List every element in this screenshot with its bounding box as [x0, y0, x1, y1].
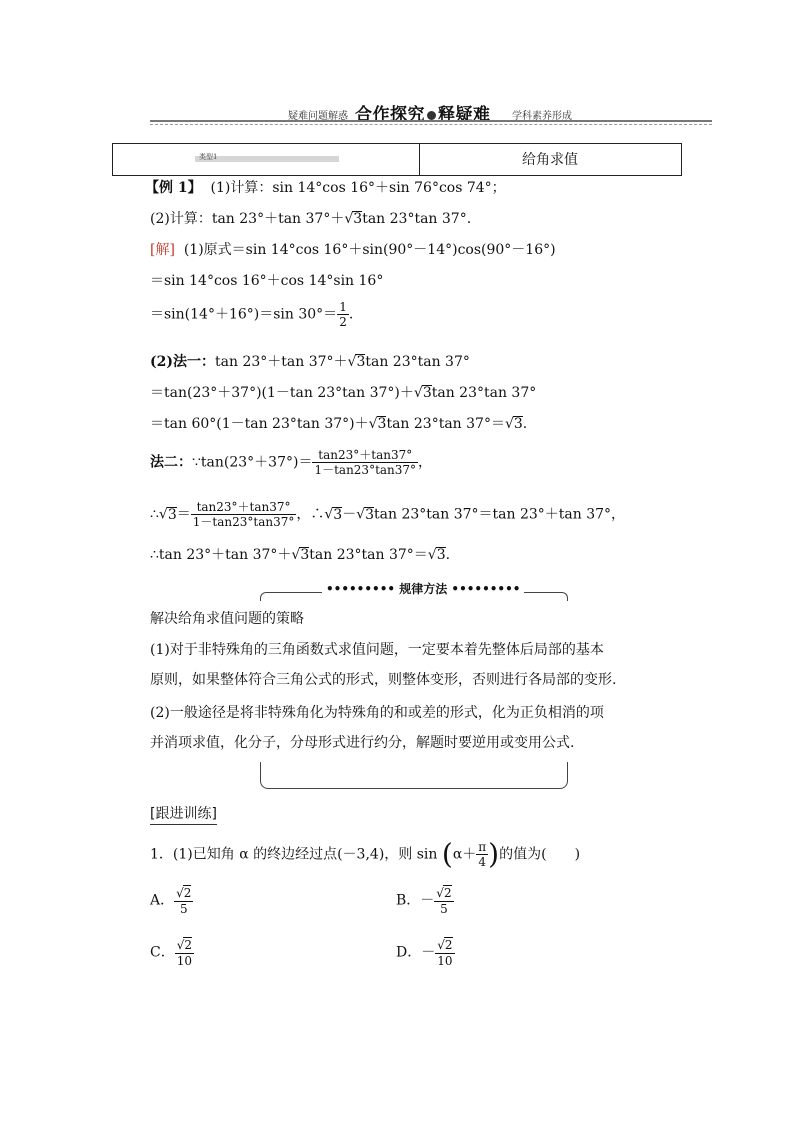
- fraction-tan-sum: [312, 448, 418, 477]
- header-title-b: 释疑难: [438, 105, 491, 125]
- option-a-label: A．: [150, 892, 175, 909]
- option-a[interactable]: [150, 885, 193, 916]
- sqrt-icon: √: [291, 547, 301, 563]
- sqrt-value: 3: [365, 506, 375, 523]
- sqrt-icon: √: [356, 506, 366, 523]
- sqrt-value: 3: [377, 416, 387, 432]
- method2-label: 法二：: [150, 454, 192, 471]
- q1-text-a: 1．(1)已知角 α 的终边经过点(－3,4)，则 sin: [150, 846, 438, 863]
- sqrt-icon: √: [368, 416, 378, 432]
- left-paren-icon: (: [441, 837, 453, 871]
- method-label-text: 规律方法: [399, 582, 448, 596]
- method1-line-2: [150, 383, 536, 403]
- m2-l2-b: ＝: [176, 506, 191, 523]
- example-q2-suffix: tan 23°tan 37°.: [362, 211, 472, 227]
- m2-l3-b: tan 23°tan 37°＝: [309, 547, 428, 563]
- option-b[interactable]: [396, 885, 454, 916]
- fraction-option-b: [434, 885, 453, 916]
- sqrt-value: 3: [353, 211, 363, 227]
- page-header: [150, 100, 712, 126]
- frac-den: 10: [176, 954, 192, 968]
- solution-1-l1: (1)原式＝sin 14°cos 16°＋sin(90°－14°)cos(90°－16°): [183, 242, 556, 258]
- sqrt-icon: √: [413, 385, 423, 401]
- method-p1b: 原则，如果整体符合三角公式的形式，则整体变形，否则进行各局部的变形.: [150, 672, 617, 688]
- frac-den: 2: [339, 315, 347, 329]
- frac-den: 5: [179, 902, 188, 916]
- method-p2: (2)一般途径是将非特殊角化为特殊角的和或差的形式，化为正负相消的项: [150, 705, 604, 721]
- header-right-text: 学科素养形成: [512, 111, 572, 122]
- method-box-top: [260, 582, 566, 600]
- sqrt-value: 3: [513, 416, 523, 432]
- fraction-tan-sum: [191, 500, 297, 529]
- m1-l2-a: ＝tan(23°＋37°)(1－tan 23°tan 37°)＋: [150, 385, 414, 401]
- example-line-1: [145, 178, 506, 198]
- sqrt-icon: √: [504, 416, 514, 432]
- method-label: ••••••••• 规律方法 •••••••••: [322, 580, 524, 597]
- sqrt-value: 3: [167, 506, 177, 523]
- header-rule: [150, 120, 712, 122]
- sqrt-value: 3: [300, 547, 310, 563]
- m1-l1-b: tan 23°tan 37°: [365, 354, 470, 370]
- method-p1: (1)对于非特殊角的三角函数式求值问题，一定要本着先整体后局部的基本: [150, 642, 604, 658]
- method2-line-1: 法二：∵tan(23°＋37°)＝ $\frac{\tan 23^\circ+\tan 37^\circ}{1-\tan 23^\circ\tan 37^\circ}$ ，: [150, 448, 433, 477]
- right-paren-icon: ): [488, 837, 500, 871]
- fraction-option-d: [435, 937, 454, 968]
- sqrt-value: 2: [184, 938, 193, 952]
- sqrt-icon: √: [158, 506, 168, 523]
- sqrt-icon: √: [344, 211, 354, 227]
- m2-l1-a: ∵tan(23°＋37°)＝: [192, 454, 313, 471]
- m2-l3-a: ∴tan 23°＋tan 37°＋: [150, 547, 292, 563]
- frac-num: [175, 937, 194, 954]
- frac-num: tan23°＋tan37°: [312, 448, 418, 463]
- frac-num: 1: [339, 300, 347, 314]
- solution-line-3: ＝sin(14°＋16°)＝sin 30°＝ $\frac{1}{2}$ .: [150, 300, 354, 329]
- option-d-label: D．－: [396, 944, 436, 961]
- m2-l2-d: －: [342, 506, 357, 523]
- method1-line-1: [150, 352, 470, 372]
- solution-line-1: [150, 240, 556, 260]
- solution-line-2: ＝sin 14°cos 16°＋cos 14°sin 16°: [150, 273, 384, 289]
- frac-den: 10: [437, 954, 453, 968]
- method1-label: (2)法一：: [150, 354, 215, 370]
- frac-num: [435, 937, 454, 954]
- example-q1: (1)计算：sin 14°cos 16°＋sin 76°cos 74°；: [210, 180, 506, 196]
- method-title: 解决给角求值问题的策略: [150, 611, 304, 627]
- m1-l1-a: tan 23°＋tan 37°＋: [215, 354, 348, 370]
- sqrt-value: 3: [356, 354, 366, 370]
- example-q2-prefix: (2)计算：tan 23°＋tan 37°＋: [150, 211, 345, 227]
- sqrt-value: 2: [183, 886, 192, 900]
- sqrt-icon: √: [347, 354, 357, 370]
- frac-num: tan23°＋tan37°: [191, 500, 297, 515]
- fraction-option-c: [175, 937, 194, 968]
- type-box: [112, 143, 682, 176]
- sqrt-value: 3: [422, 385, 432, 401]
- follow-up-label: [跟进训练]: [150, 803, 217, 825]
- sqrt-icon: √: [436, 886, 444, 900]
- method2-line-2: [150, 500, 625, 529]
- sqrt-icon: √: [176, 938, 185, 952]
- sqrt-icon: √: [176, 886, 184, 900]
- method2-line-3: ∴tan 23°＋tan 37°＋√3tan 23°tan 37°＝√3.: [150, 547, 451, 563]
- solution-tag: [解]: [150, 242, 175, 258]
- m1-l3-a: ＝tan 60°(1－tan 23°tan 37°)＋: [150, 416, 369, 432]
- option-c[interactable]: [150, 937, 194, 968]
- sqrt-value: 3: [436, 547, 446, 563]
- type-tag-label: 类型1: [199, 153, 218, 161]
- method-box-bottom: [260, 762, 568, 789]
- frac-num: [434, 885, 453, 902]
- fraction-option-a: [174, 885, 193, 916]
- sqrt-value: 2: [444, 938, 453, 952]
- bullet-icon: [427, 111, 436, 120]
- m2-l2-e: tan 23°tan 37°＝tan 23°＋tan 37°，: [374, 506, 626, 523]
- example-line-2: [150, 209, 471, 229]
- sqrt-icon: √: [437, 938, 445, 952]
- example-label: 【例 1】: [145, 180, 202, 196]
- solution-1-l3-prefix: ＝sin(14°＋16°)＝sin 30°＝: [150, 306, 338, 323]
- sqrt-value: 3: [333, 506, 343, 523]
- q1-text-b: 的值为( ): [499, 846, 581, 863]
- method-p2b: 并消项求值，化分子，分母形式进行约分，解题时要逆用或变用公式.: [150, 735, 575, 751]
- option-b-label: B．－: [396, 892, 435, 909]
- header-title-a: 合作探究: [355, 105, 425, 125]
- frac-den: 5: [440, 902, 448, 916]
- m2-l2-a: ∴: [150, 506, 159, 523]
- sqrt-icon: √: [427, 547, 437, 563]
- frac-num: [174, 885, 193, 902]
- sqrt-icon: √: [324, 506, 334, 523]
- frac-den: 1－tan23°tan37°: [314, 463, 417, 477]
- frac-den: 1－tan23°tan37°: [192, 515, 295, 529]
- option-d[interactable]: [396, 937, 455, 968]
- sqrt-value: 2: [443, 886, 452, 900]
- m1-l2-b: tan 23°tan 37°: [431, 385, 537, 401]
- frac-num: π: [478, 840, 487, 854]
- question-1: [150, 837, 581, 871]
- frac-den: 4: [478, 855, 487, 869]
- m2-l2-c: ，∴: [296, 506, 325, 523]
- option-c-label: C．: [150, 944, 175, 961]
- fraction-half: [337, 300, 349, 329]
- header-dashed-rule: [150, 124, 712, 125]
- header-left-text: 疑难问题解惑: [288, 111, 348, 122]
- q1-alpha: α＋: [452, 846, 477, 863]
- method1-line-3: ＝tan 60°(1－tan 23°tan 37°)＋√3tan 23°tan 37°＝√3.: [150, 416, 528, 432]
- type-title: 给角求值: [522, 152, 578, 168]
- m1-l3-b: tan 23°tan 37°＝: [386, 416, 505, 432]
- fraction-pi-4: [476, 840, 488, 869]
